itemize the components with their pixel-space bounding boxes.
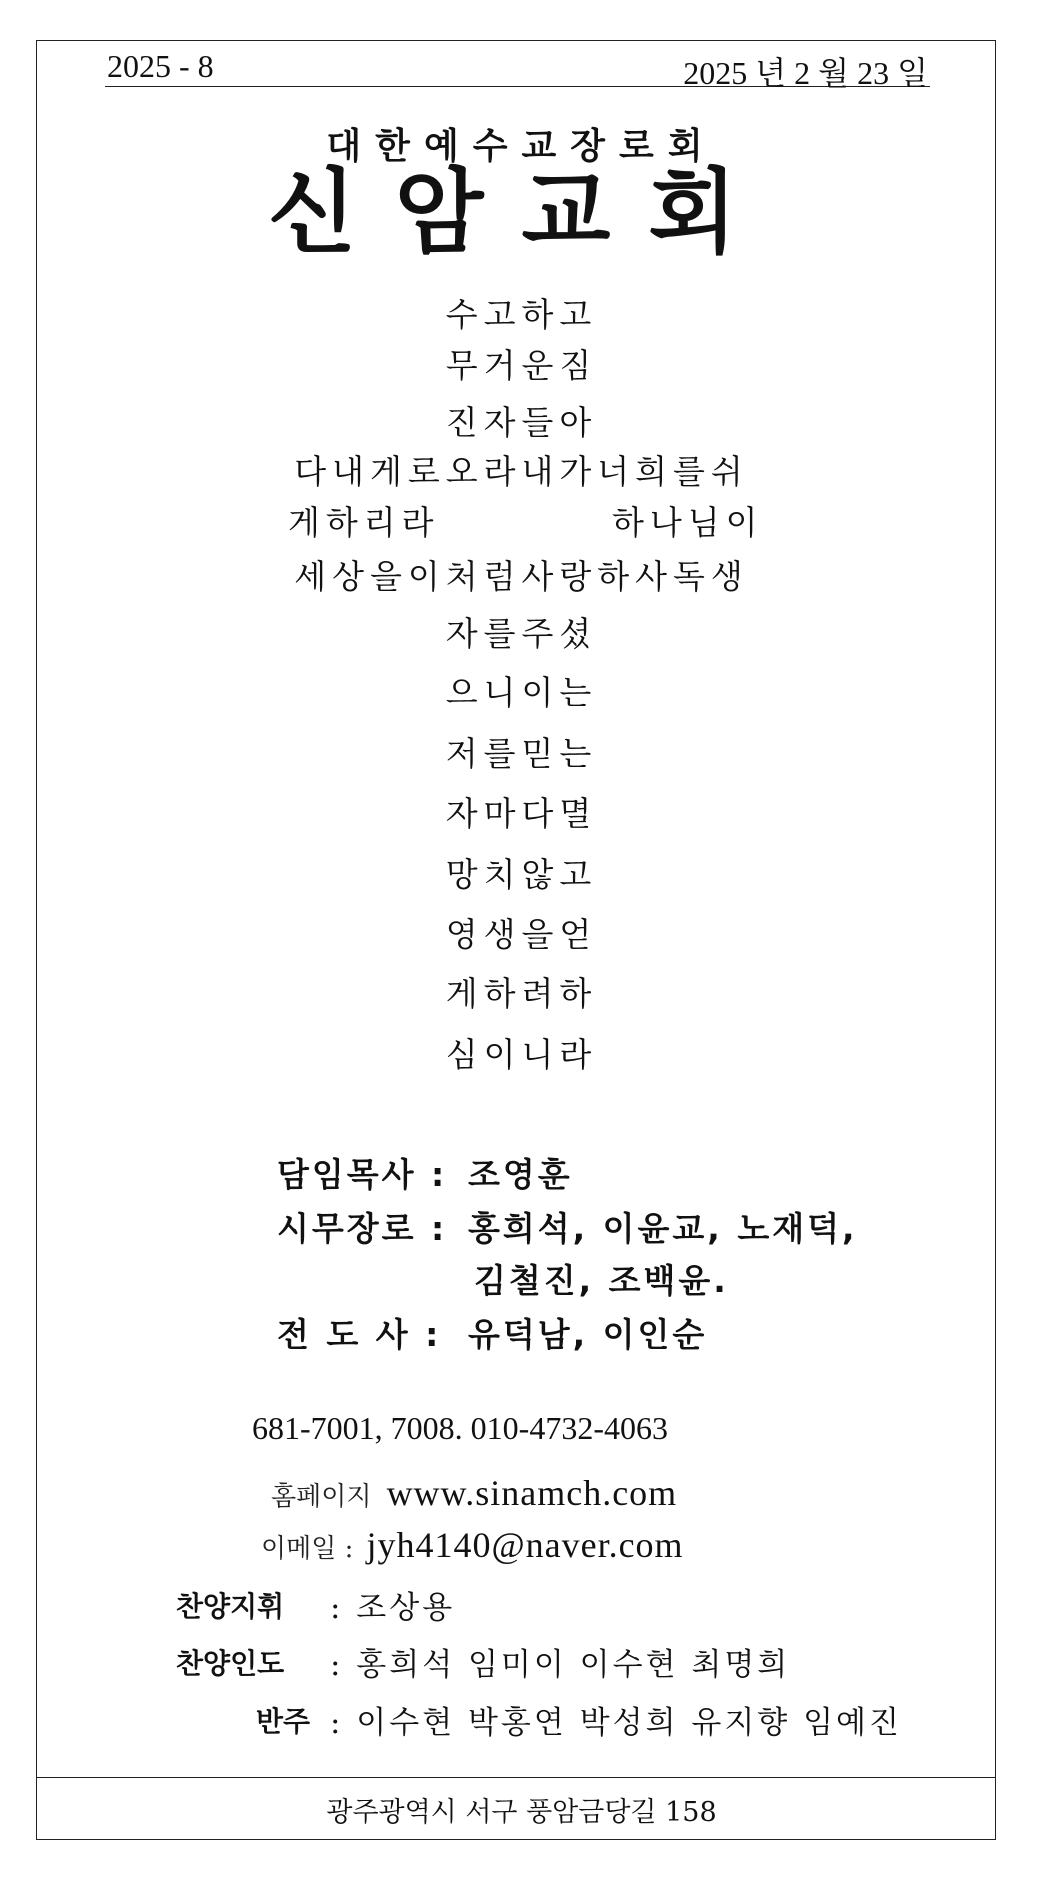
verse-line: 자마다멸 bbox=[445, 794, 598, 833]
verse-line: 다내게로오라내가너희를쉬 bbox=[294, 452, 749, 491]
homepage-url[interactable]: www.sinamch.com bbox=[386, 1473, 678, 1513]
verse-line-left: 게하리라 bbox=[288, 503, 440, 542]
homepage-line bbox=[271, 1472, 677, 1514]
elders-names-cont: 김철진, 조백윤. bbox=[474, 1261, 729, 1300]
verse-line: 으니이는 bbox=[445, 673, 598, 712]
verse-line: 세상을이처럼사랑하사독생 bbox=[294, 557, 749, 596]
issue-number: 2025 - 8 bbox=[107, 48, 214, 84]
verse-line-right: 하나님이 bbox=[612, 503, 764, 542]
verse-line: 수고하고 bbox=[445, 295, 598, 334]
verse-line: 심이니라 bbox=[445, 1035, 598, 1074]
verse-line: 게하려하 bbox=[445, 974, 598, 1013]
pastor-label: 담임목사 : bbox=[277, 1155, 448, 1194]
issue-header bbox=[105, 48, 930, 91]
conductor-name: : 조상용 bbox=[330, 1590, 456, 1626]
verse-line: 무거운짐 bbox=[445, 346, 598, 385]
issue-date: 2025 년 2 월 23 일 bbox=[683, 55, 928, 91]
phone-numbers: 681-7001, 7008. 010-4732-4063 bbox=[252, 1410, 668, 1446]
email-address[interactable]: jyh4140@naver.com bbox=[366, 1525, 684, 1565]
elders-names: 홍희석, 이윤교, 노재덕, bbox=[468, 1209, 858, 1248]
pastor-name: 조영훈 bbox=[468, 1155, 573, 1194]
accompanist-names: : 이수현 박홍연 박성희 유지향 임예진 bbox=[330, 1705, 902, 1741]
conductor-label: 찬양지휘 bbox=[176, 1590, 285, 1623]
praise-leaders-names: : 홍희석 임미이 이수현 최명희 bbox=[330, 1647, 791, 1683]
email-line bbox=[261, 1524, 684, 1566]
denomination: 대한예수교장로회 bbox=[326, 126, 717, 167]
verse-line: 망치않고 bbox=[445, 855, 598, 894]
homepage-label: 홈페이지 bbox=[271, 1482, 372, 1512]
verse-line: 영생을얻 bbox=[445, 915, 598, 954]
praise-leaders-label: 찬양인도 bbox=[176, 1647, 285, 1680]
verse-line: 저를믿는 bbox=[445, 734, 598, 773]
accompanist-label: 반주 bbox=[256, 1705, 311, 1738]
evangelist-label: 전 도 사 : bbox=[277, 1315, 442, 1354]
email-label: 이메일 : bbox=[261, 1534, 354, 1564]
verse-line: 자를주셨 bbox=[445, 614, 598, 653]
footer-divider bbox=[36, 1777, 996, 1778]
evangelist-names: 유덕남, 이인순 bbox=[468, 1315, 708, 1354]
elders-label: 시무장로 : bbox=[277, 1209, 448, 1248]
church-address: 광주광역시 서구 풍암금당길 158 bbox=[326, 1797, 717, 1828]
verse-line: 진자들아 bbox=[445, 403, 598, 442]
church-name: 신암교회 bbox=[267, 159, 776, 266]
